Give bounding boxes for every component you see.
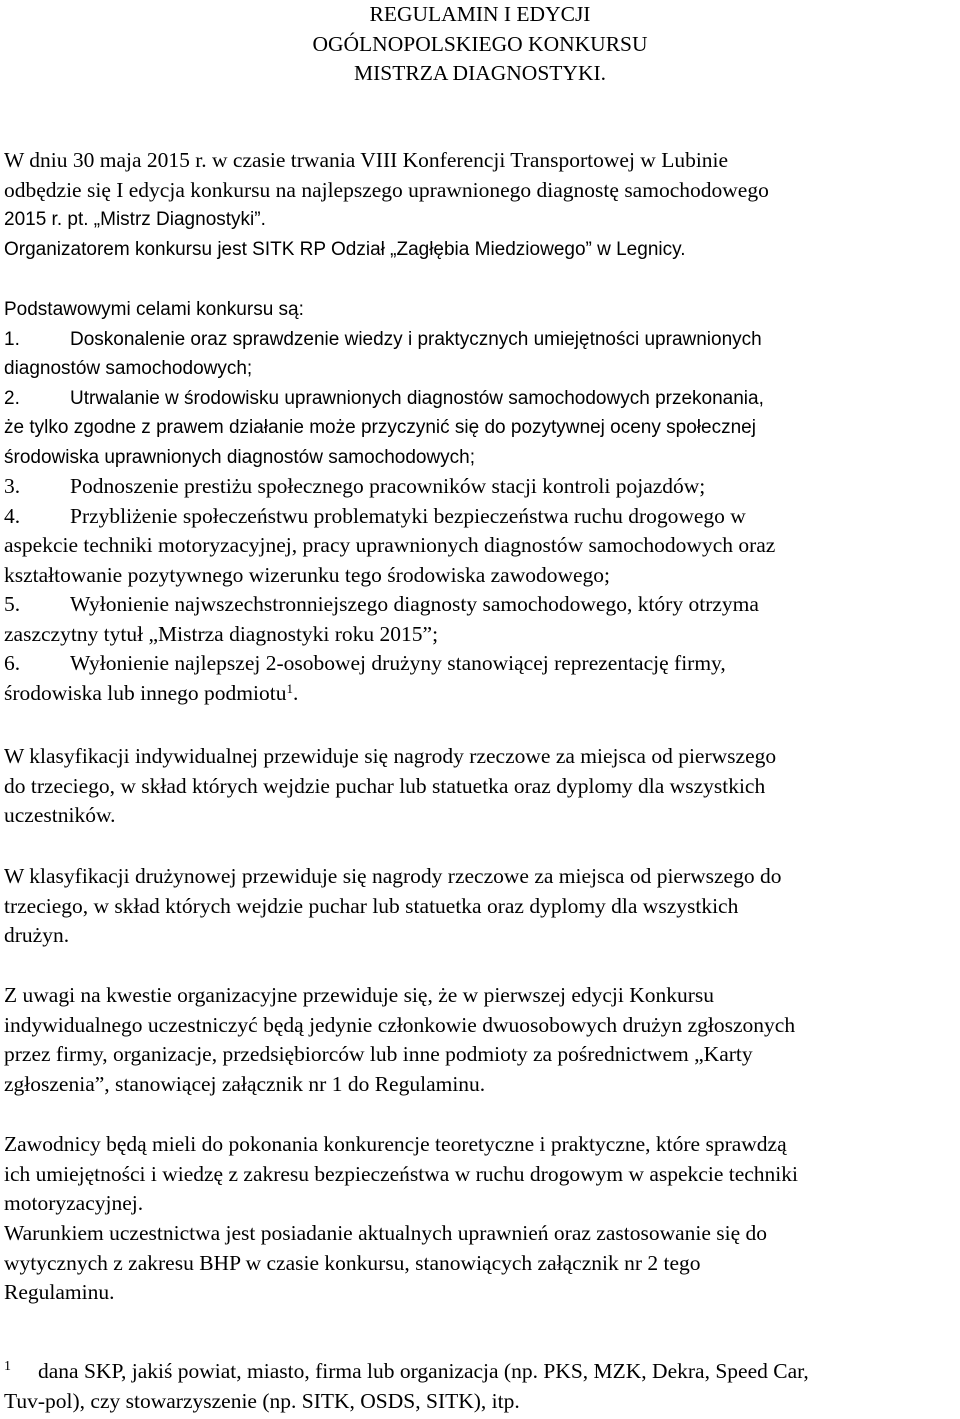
organizational-paragraph bbox=[4, 981, 956, 1099]
goal-text: środowiska uprawnionych diagnostów samochodowych; bbox=[4, 446, 476, 468]
goal-number: 4. bbox=[4, 503, 21, 528]
goal-number: 5. bbox=[4, 592, 21, 616]
goals-section bbox=[4, 295, 956, 708]
intro-paragraph bbox=[4, 146, 956, 264]
paragraph-line: trzeciego, w skład których wejdzie puchar lub statuetka oraz dyplomy dla wszystkich bbox=[4, 893, 739, 918]
paragraph-line: uczestników. bbox=[4, 803, 116, 827]
goal-text: Wyłonienie najlepszej 2-osobowej drużyny stanowiącej reprezentację firmy, bbox=[70, 651, 726, 675]
goal-text: że tylko zgodne z prawem działanie może przyczynić się do pozytywnej oceny społecznej bbox=[4, 417, 756, 438]
team-classification-paragraph bbox=[4, 862, 956, 951]
paragraph-line: Warunkiem uczestnictwa jest posiadanie aktualnych uprawnień oraz zastosowanie się do bbox=[4, 1221, 768, 1245]
paragraph-line: Regulaminu. bbox=[4, 1280, 115, 1304]
paragraph-line: Zawodnicy będą mieli do pokonania konkurencje teoretyczne i praktyczne, które sprawdzą bbox=[4, 1132, 787, 1156]
paragraph-line: przez firmy, organizacje, przedsiębiorców lub inne podmioty za pośrednictwem „Karty bbox=[4, 1042, 753, 1066]
goal-text: diagnostów samochodowych; bbox=[4, 358, 253, 379]
goal-text: środowiska lub innego podmiotu bbox=[4, 680, 287, 705]
paragraph-line: wytycznych z zakresu BHP w czasie konkursu, stanowiących załącznik nr 2 tego bbox=[4, 1250, 701, 1275]
goal-text: Wyłonienie najwszechstronniejszego diagnosty samochodowego, który otrzyma bbox=[70, 592, 759, 616]
goal-number: 6. bbox=[4, 651, 21, 675]
footnote-text: dana SKP, jakiś powiat, miasto, firma lub organizacja (np. PKS, MZK, Dekra, Speed Car, bbox=[38, 1359, 809, 1383]
title-line-3: MISTRZA DIAGNOSTYKI. bbox=[353, 61, 607, 85]
goal-text: kształtowanie pozytywnego wizerunku tego środowiska zawodowego; bbox=[4, 562, 611, 587]
goal-text: Przybliżenie społeczeństwu problematyki bezpieczeństwa ruchu drogowego w bbox=[70, 503, 746, 528]
goal-item-6 bbox=[4, 649, 956, 708]
individual-classification-paragraph bbox=[4, 742, 956, 831]
goal-text: zaszczytny tytuł „Mistrza diagnostyki roku 2015”; bbox=[4, 621, 439, 646]
intro-line-1: W dniu 30 maja 2015 r. w czasie trwania VIII Konferencji Transportowej w Lubinie bbox=[4, 148, 729, 172]
goal-item-2 bbox=[4, 384, 956, 473]
paragraph-line: zgłoszenia”, stanowiącej załącznik nr 1 do Regulaminu. bbox=[4, 1071, 486, 1096]
goal-item-3 bbox=[4, 472, 956, 502]
goal-item-1 bbox=[4, 325, 956, 384]
conditions-paragraph bbox=[4, 1219, 956, 1308]
footnote-text: Tuv-pol), czy stowarzyszenie (np. SITK, OSDS, SITK), itp. bbox=[4, 1388, 520, 1413]
intro-line-3: 2015 r. pt. „Mistrz Diagnostyki”. bbox=[4, 209, 266, 230]
footnote-reference[interactable]: 1 bbox=[286, 680, 293, 696]
goal-item-5 bbox=[4, 590, 956, 649]
title-line-2: OGÓLNOPOLSKIEGO KONKURSU bbox=[312, 31, 648, 56]
competitors-paragraph bbox=[4, 1130, 956, 1219]
goal-item-4 bbox=[4, 502, 956, 591]
footnote: 1 dana SKP, jakiś powiat, miasto, firma lub organizacja (np. PKS, MZK, Dekra, Speed Car, Tuv-pol), czy stowarzyszenie (np. SITK, OSDS, SITK), itp. bbox=[4, 1357, 956, 1416]
paragraph-line: drużyn. bbox=[4, 923, 70, 947]
paragraph-line: motoryzacyjnej. bbox=[4, 1191, 144, 1215]
goal-number: 3. bbox=[4, 474, 21, 498]
intro-line-2: odbędzie się I edycja konkursu na najlepszego uprawnionego diagnostę samochodowego bbox=[4, 177, 769, 202]
paragraph-line: do trzeciego, w skład których wejdzie puchar lub statuetka oraz dyplomy dla wszystkich bbox=[4, 773, 766, 798]
document-title bbox=[0, 0, 960, 89]
paragraph-line: Z uwagi na kwestie organizacyjne przewiduje się, że w pierwszej edycji Konkursu bbox=[4, 983, 715, 1007]
paragraph-line: ich umiejętności i wiedzę z zakresu bezpieczeństwa w ruchu drogowym w aspekcie techniki bbox=[4, 1161, 798, 1186]
goals-heading: Podstawowymi celami konkursu są: bbox=[4, 299, 304, 320]
title-line-1: REGULAMIN I EDYCJI bbox=[369, 2, 591, 26]
goal-text: aspekcie techniki motoryzacyjnej, pracy uprawnionych diagnostów samochodowych oraz bbox=[4, 533, 776, 557]
goal-number: 2. bbox=[4, 387, 20, 409]
goal-text: Utrwalanie w środowisku uprawnionych diagnostów samochodowych przekonania, bbox=[70, 387, 764, 409]
paragraph-line: W klasyfikacji drużynowej przewiduje się nagrody rzeczowe za miejsca od pierwszego do bbox=[4, 864, 782, 888]
goal-text-end: . bbox=[292, 680, 299, 705]
goal-text: Podnoszenie prestiżu społecznego pracowników stacji kontroli pojazdów; bbox=[70, 474, 706, 498]
paragraph-line: indywidualnego uczestniczyć będą jedynie członkowie dwuosobowych drużyn zgłoszonych bbox=[4, 1012, 796, 1037]
goal-number: 1. bbox=[4, 328, 20, 350]
paragraph-line: W klasyfikacji indywidualnej przewiduje się nagrody rzeczowe za miejsca od pierwszego bbox=[4, 744, 777, 768]
intro-line-4: Organizatorem konkursu jest SITK RP Odział „Zagłębia Miedziowego” w Legnicy. bbox=[4, 238, 686, 260]
goal-text: Doskonalenie oraz sprawdzenie wiedzy i praktycznych umiejętności uprawnionych bbox=[70, 328, 762, 350]
